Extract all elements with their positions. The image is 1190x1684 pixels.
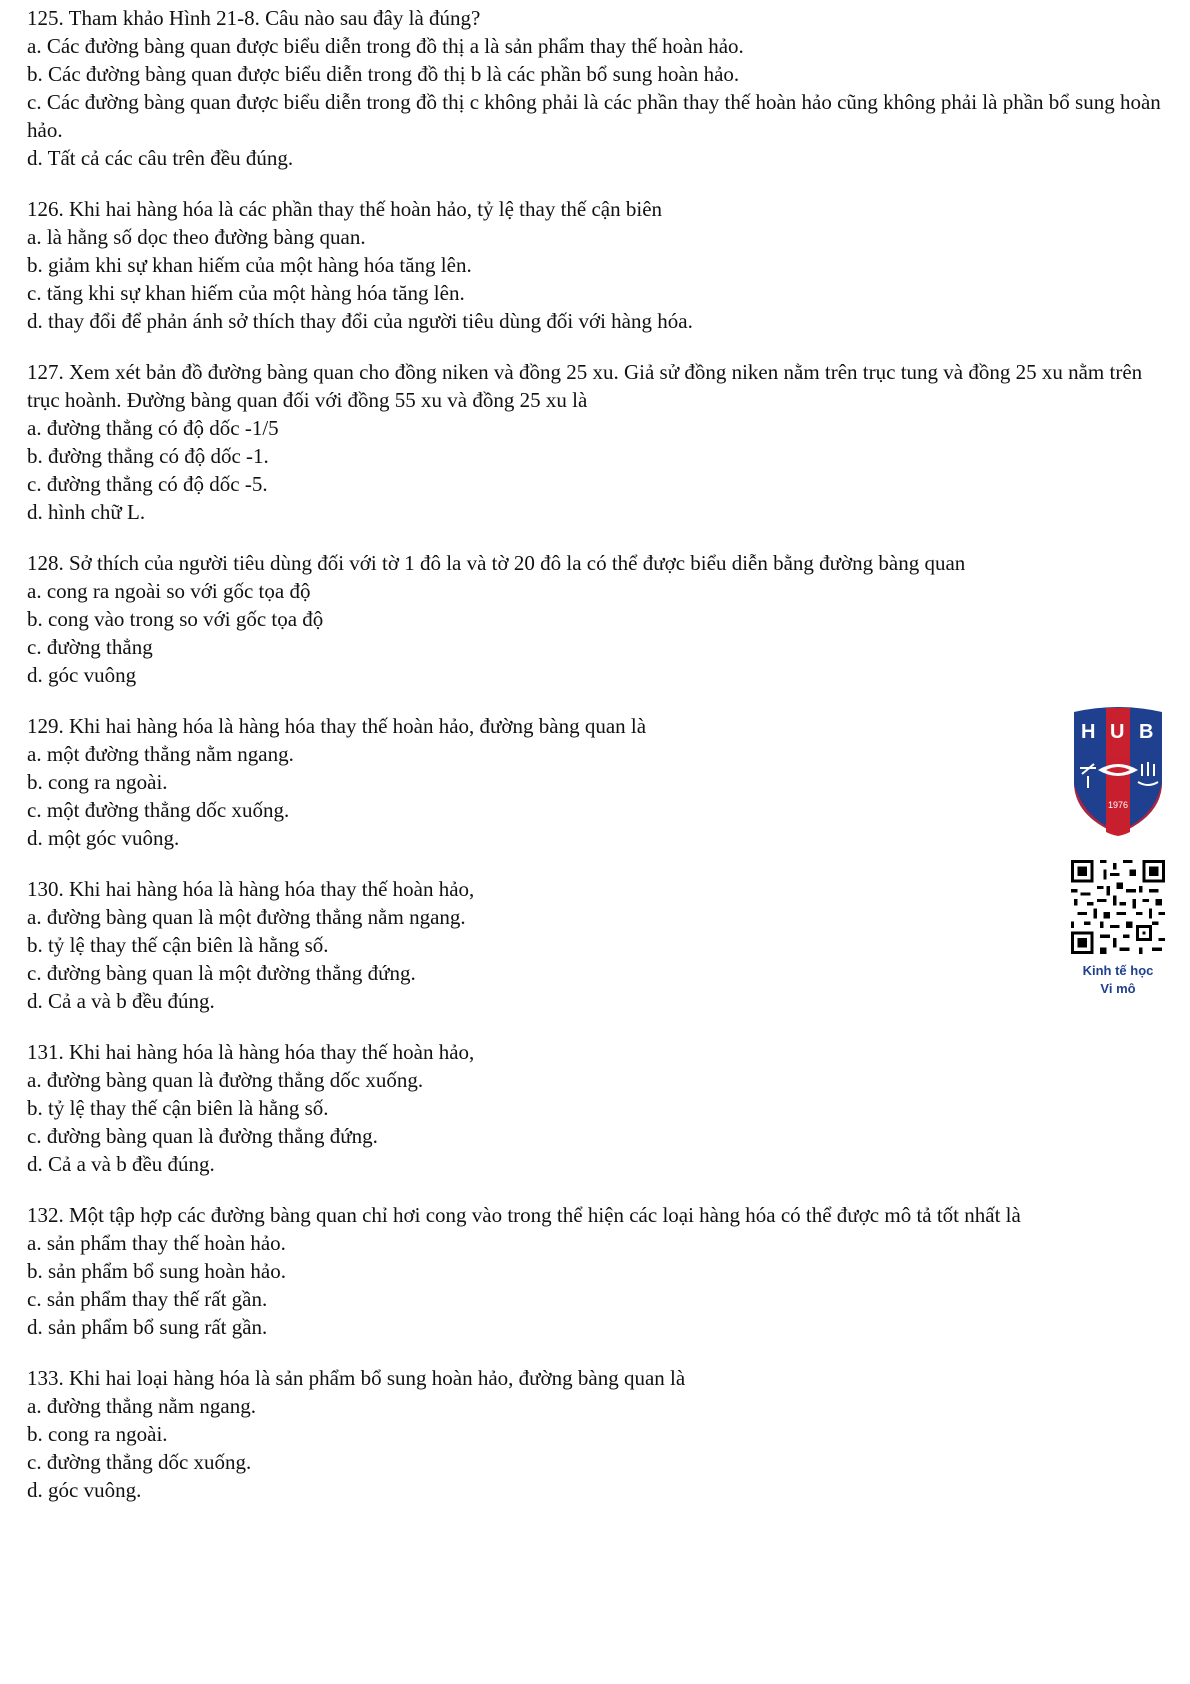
question-131 — [27, 1038, 1167, 1178]
option-b: b. tỷ lệ thay thế cận biên là hằng số. — [27, 933, 329, 957]
option-a: a. đường bàng quan là đường thẳng dốc xuống. — [27, 1068, 424, 1092]
option-d: d. góc vuông — [27, 663, 137, 687]
logo-year: 1976 — [1107, 800, 1129, 810]
document-page — [27, 4, 1167, 1527]
option-b: b. đường thẳng có độ dốc -1. — [27, 444, 269, 468]
option-c: c. đường thẳng — [27, 635, 153, 659]
question-125 — [27, 4, 1167, 172]
option-c: c. tăng khi sự khan hiếm của một hàng hóa tăng lên. — [27, 281, 465, 305]
question-129 — [27, 712, 1167, 852]
question-126 — [27, 195, 1167, 335]
option-a: a. cong ra ngoài so với gốc tọa độ — [27, 579, 311, 603]
option-b: b. Các đường bàng quan được biểu diễn trong đồ thị b là các phần bổ sung hoàn hảo. — [27, 62, 740, 86]
caption-line-2: Vi mô — [1100, 981, 1136, 996]
caption-line-1: Kinh tế học — [1082, 963, 1154, 978]
option-d: d. góc vuông. — [27, 1478, 142, 1502]
option-c: c. một đường thẳng dốc xuống. — [27, 798, 290, 822]
option-b: b. cong vào trong so với gốc tọa độ — [27, 607, 324, 631]
option-d: d. sản phẩm bổ sung rất gần. — [27, 1315, 268, 1339]
question-text: 125. Tham khảo Hình 21-8. Câu nào sau đây là đúng? — [27, 6, 481, 30]
option-c: c. đường thẳng dốc xuống. — [27, 1450, 252, 1474]
option-d: d. Cả a và b đều đúng. — [27, 1152, 215, 1176]
option-d: d. thay đổi để phản ánh sở thích thay đổi của người tiêu dùng đối với hàng hóa. — [27, 309, 693, 333]
brand-block — [1068, 704, 1168, 998]
option-c: c. đường thẳng có độ dốc -5. — [27, 472, 268, 496]
option-b: b. cong ra ngoài. — [27, 1422, 168, 1446]
question-133 — [27, 1364, 1167, 1504]
option-d: d. Tất cả các câu trên đều đúng. — [27, 146, 294, 170]
option-b: b. tỷ lệ thay thế cận biên là hằng số. — [27, 1096, 329, 1120]
option-b: b. cong ra ngoài. — [27, 770, 168, 794]
question-128 — [27, 549, 1167, 689]
question-127 — [27, 358, 1167, 526]
question-text: 131. Khi hai hàng hóa là hàng hóa thay thế hoàn hảo, — [27, 1040, 475, 1064]
option-b: b. giảm khi sự khan hiếm của một hàng hóa tăng lên. — [27, 253, 472, 277]
option-d: d. một góc vuông. — [27, 826, 180, 850]
option-d: d. hình chữ L. — [27, 500, 146, 524]
option-a: a. đường thẳng nằm ngang. — [27, 1394, 256, 1418]
option-a: a. đường thẳng có độ dốc -1/5 — [27, 416, 279, 440]
question-132 — [27, 1201, 1167, 1341]
option-a: a. Các đường bàng quan được biểu diễn trong đồ thị a là sản phẩm thay thế hoàn hảo. — [27, 34, 744, 58]
logo-letter-h: H — [1081, 721, 1096, 743]
question-text: 130. Khi hai hàng hóa là hàng hóa thay thế hoàn hảo, — [27, 877, 475, 901]
hub-shield-logo — [1068, 704, 1168, 838]
option-c: c. đường bàng quan là đường thẳng đứng. — [27, 1124, 378, 1148]
option-c: c. đường bàng quan là một đường thẳng đứng. — [27, 961, 416, 985]
brand-caption — [1068, 962, 1168, 998]
question-text: 127. Xem xét bản đồ đường bàng quan cho đồng niken và đồng 25 xu. Giả sử đồng niken nằm trên trục tung và đồng 25 xu nằm trên trục hoành. Đường bàng quan đối với đồng 55 xu và đồng 25 xu là — [27, 360, 1143, 412]
option-a: a. đường bàng quan là một đường thẳng nằm ngang. — [27, 905, 466, 929]
option-d: d. Cả a và b đều đúng. — [27, 989, 215, 1013]
qr-code-icon[interactable] — [1071, 860, 1165, 954]
logo-letter-b: B — [1139, 721, 1154, 743]
option-a: a. là hằng số dọc theo đường bàng quan. — [27, 225, 366, 249]
option-b: b. sản phẩm bổ sung hoàn hảo. — [27, 1259, 286, 1283]
question-text: 128. Sở thích của người tiêu dùng đối với tờ 1 đô la và tờ 20 đô la có thể được biểu diễn bằng đường bàng quan — [27, 551, 966, 575]
question-text: 132. Một tập hợp các đường bàng quan chỉ hơi cong vào trong thể hiện các loại hàng hóa có thể được mô tả tốt nhất là — [27, 1203, 1021, 1227]
logo-letter-u: U — [1110, 721, 1125, 743]
question-text: 126. Khi hai hàng hóa là các phần thay thế hoàn hảo, tỷ lệ thay thế cận biên — [27, 197, 663, 221]
question-text: 129. Khi hai hàng hóa là hàng hóa thay thế hoàn hảo, đường bàng quan là — [27, 714, 647, 738]
option-a: a. sản phẩm thay thế hoàn hảo. — [27, 1231, 286, 1255]
option-c: c. Các đường bàng quan được biểu diễn trong đồ thị c không phải là các phần thay thế hoàn hảo cũng không phải là phần bổ sung hoàn hảo. — [27, 90, 1161, 142]
option-c: c. sản phẩm thay thế rất gần. — [27, 1287, 268, 1311]
question-text: 133. Khi hai loại hàng hóa là sản phẩm bổ sung hoàn hảo, đường bàng quan là — [27, 1366, 686, 1390]
option-a: a. một đường thẳng nằm ngang. — [27, 742, 294, 766]
question-130 — [27, 875, 1167, 1015]
